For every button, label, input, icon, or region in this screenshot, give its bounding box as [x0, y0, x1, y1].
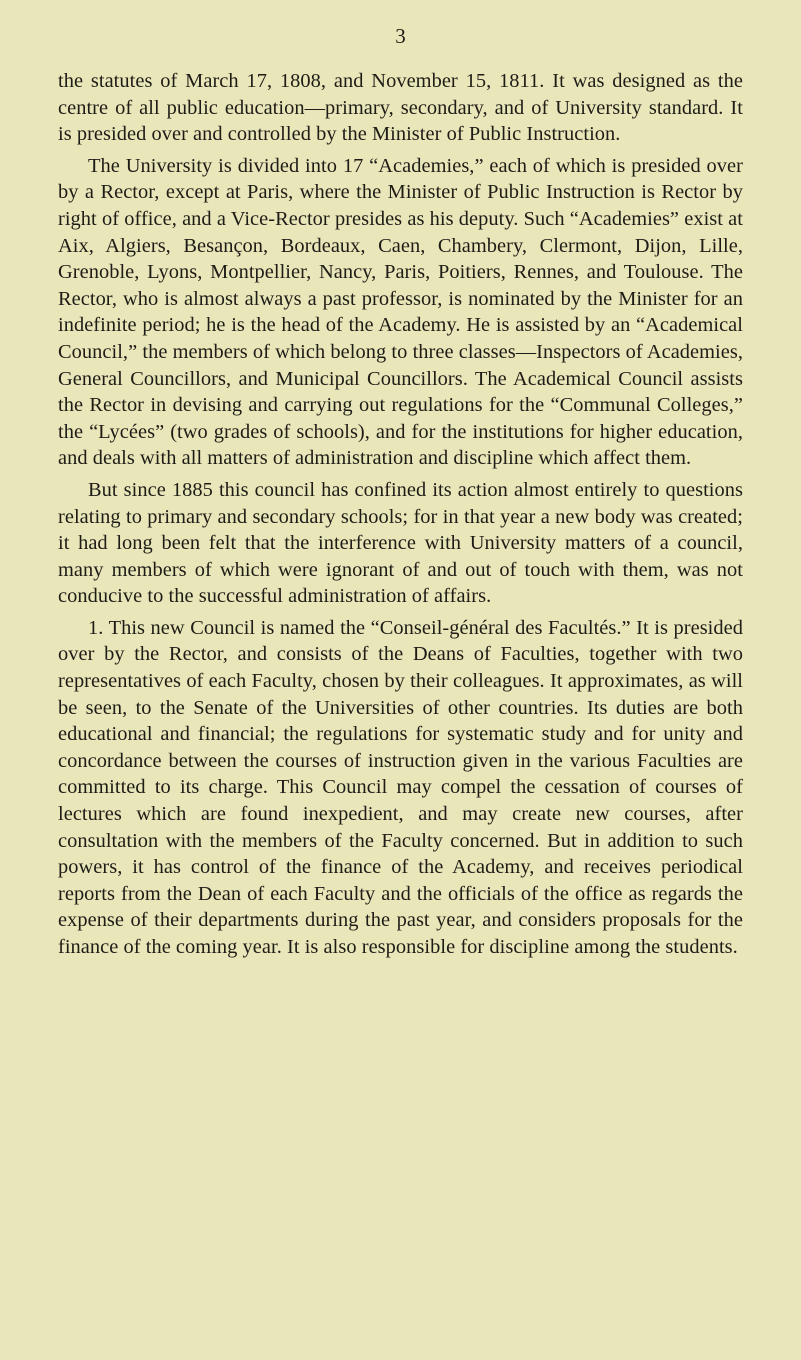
paragraph-4: 1. This new Council is named the “Conseil-général des Facultés.” It is presided over by the Rector, and consists of the Deans of Faculties, together with two representatives of each Faculty, chosen by their colleagues. It approximates, as will be seen, to the Senate of the Universities of other countries. Its duties are both educational and financial; the regulations for systematic study and for unity and concordance between the courses of instruction given in the various Faculties are committed to its charge. This Council may compel the cessation of courses of lectures which are found inexpedient, and may create new courses, after consultation with the members of the Faculty concerned. But in addition to such powers, it has control of the finance of the Academy, and receives periodical reports from the Dean of each Faculty and the officials of the office as regards the expense of their departments during the past year, and considers proposals for the finance of the coming year. It is also responsible for discipline among the students.	[58, 616, 743, 958]
body-text	[58, 68, 743, 966]
paragraph-2: The University is divided into 17 “Academies,” each of which is presided over by a Rector, except at Paris, where the Minister of Public Instruction is Rector by right of office, and a Vice-Rector presides as his deputy. Such “Academies” exist at Aix, Algiers, Besançon, Bordeaux, Caen, Chambery, Clermont, Dijon, Lille, Grenoble, Lyons, Montpellier, Nancy, Paris, Poitiers, Rennes, and Toulouse. The Rector, who is almost always a past professor, is nominated by the Minister for an indefinite period; he is the head of the Academy. He is assisted by an “Academical Council,” the members of which belong to three classes—Inspectors of Academies, General Councillors, and Municipal Councillors. The Academical Council assists the Rector in devising and carrying out regulations for the “Communal Colleges,” the “Lycées” (two grades of schools), and for the institutions for higher education, and deals with all matters of administration and discipline which affect them.	[58, 154, 743, 470]
page-number: 3	[395, 24, 406, 48]
paragraph-1: the statutes of March 17, 1808, and November 15, 1811. It was designed as the centre of all public education—primary, secondary, and of University standard. It is presided over and controlled by the Minister of Public Instruction.	[58, 70, 743, 146]
paragraph-3: But since 1885 this council has confined its action almost entirely to questions relating to primary and secondary schools; for in that year a new body was created; it had long been felt that the interference with University matters of a council, many members of which were ignorant of and out of touch with them, was not conducive to the successful administration of affairs.	[58, 478, 743, 608]
